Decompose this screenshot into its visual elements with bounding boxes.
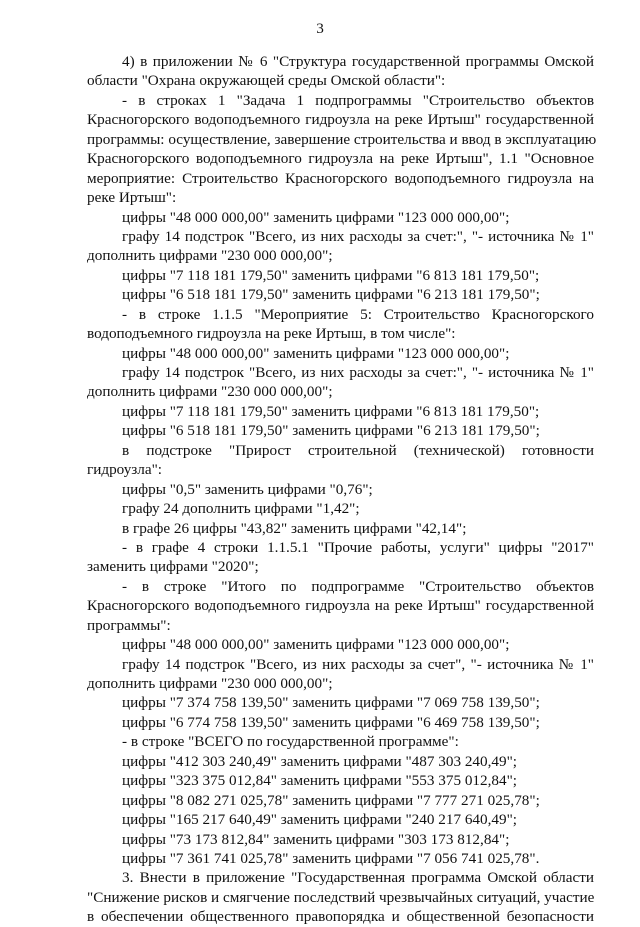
- text-line: - в строке "ВСЕГО по государственной программе":: [122, 733, 459, 751]
- text-line: мероприятие: Строительство Красногорского водоподъемного гидроузла на: [87, 169, 594, 187]
- text-line: цифры "48 000 000,00" заменить цифрами "123 000 000,00";: [122, 636, 510, 654]
- text-line: цифры "7 118 181 179,50" заменить цифрами "6 813 181 179,50";: [122, 266, 540, 284]
- text-line: цифры "7 374 758 139,50" заменить цифрами "7 069 758 139,50";: [122, 694, 540, 712]
- text-line: гидроузла":: [87, 461, 163, 479]
- text-line: Красногорского водоподъемного гидроузла на реке Иртыш" государственной: [87, 111, 594, 129]
- text-line: графу 14 подстрок "Всего, из них расходы за счет:", "- источника № 1": [122, 227, 594, 245]
- text-line: цифры "73 173 812,84" заменить цифрами "303 173 812,84";: [122, 830, 510, 848]
- text-line: заменить цифрами "2020";: [87, 558, 259, 576]
- text-line: графу 14 подстрок "Всего, из них расходы за счет", "- источника № 1": [122, 655, 594, 673]
- page-number: 3: [316, 20, 324, 37]
- text-line: программы":: [87, 616, 171, 634]
- text-line: Красногорского водоподъемного гидроузла на реке Иртыш" государственной: [87, 597, 594, 615]
- text-line: цифры "165 217 640,49" заменить цифрами "240 217 640,49";: [122, 811, 518, 829]
- text-line: цифры "6 518 181 179,50" заменить цифрами "6 213 181 179,50";: [122, 286, 540, 304]
- text-line: области "Охрана окружающей среды Омской области":: [87, 72, 446, 90]
- text-line: цифры "323 375 012,84" заменить цифрами "553 375 012,84";: [122, 772, 518, 790]
- text-line: в графе 26 цифры "43,82" заменить цифрами "42,14";: [122, 519, 467, 537]
- text-line: цифры "0,5" заменить цифрами "0,76";: [122, 480, 373, 498]
- text-line: в обеспечении общественного правопорядка и общественной безопасности: [87, 908, 594, 926]
- text-line: цифры "7 361 741 025,78" заменить цифрами "7 056 741 025,78".: [122, 849, 540, 867]
- text-line: цифры "6 774 758 139,50" заменить цифрами "6 469 758 139,50";: [122, 713, 540, 731]
- text-line: - в строке 1.1.5 "Мероприятие 5: Строительство Красногорского: [122, 305, 594, 323]
- text-line: Красногорского водоподъемного гидроузла на реке Иртыш", 1.1 "Основное: [87, 150, 594, 168]
- text-line: в подстроке "Прирост строительной (технической) готовности: [122, 441, 594, 459]
- text-line: - в графе 4 строки 1.1.5.1 "Прочие работы, услуги" цифры "2017": [122, 538, 594, 556]
- text-line: 3. Внести в приложение "Государственная программа Омской области: [122, 869, 594, 887]
- text-line: цифры "6 518 181 179,50" заменить цифрами "6 213 181 179,50";: [122, 422, 540, 440]
- text-line: графу 14 подстрок "Всего, из них расходы за счет:", "- источника № 1": [122, 364, 594, 381]
- text-line: дополнить цифрами "230 000 000,00";: [87, 383, 333, 401]
- text-line: - в строке "Итого по подпрограмме "Строительство объектов: [122, 577, 594, 595]
- text-line: цифры "7 118 181 179,50" заменить цифрами "6 813 181 179,50";: [122, 402, 540, 420]
- text-line: графу 24 дополнить цифрами "1,42";: [122, 500, 360, 518]
- document-body: [87, 52, 597, 927]
- text-line: 4) в приложении № 6 "Структура государственной программы Омской: [122, 53, 594, 70]
- text-line: цифры "8 082 271 025,78" заменить цифрами "7 777 271 025,78";: [122, 791, 540, 809]
- text-line: реке Иртыш":: [87, 189, 177, 207]
- text-line: цифры "48 000 000,00" заменить цифрами "123 000 000,00";: [122, 344, 510, 362]
- text-line: цифры "48 000 000,00" заменить цифрами "123 000 000,00";: [122, 208, 510, 226]
- text-line: дополнить цифрами "230 000 000,00";: [87, 675, 333, 692]
- text-line: водоподъемного гидроузла на реке Иртыш, в том числе":: [87, 325, 456, 343]
- text-line: программы: осуществление, завершение строительства и ввод в эксплуатацию: [87, 130, 597, 148]
- text-line: цифры "412 303 240,49" заменить цифрами "487 303 240,49";: [122, 752, 518, 770]
- text-line: "Снижение рисков и смягчение последствий чрезвычайных ситуаций, участие: [87, 888, 595, 906]
- text-line: - в строках 1 "Задача 1 подпрограммы "Строительство объектов: [122, 91, 594, 109]
- text-line: дополнить цифрами "230 000 000,00";: [87, 247, 333, 265]
